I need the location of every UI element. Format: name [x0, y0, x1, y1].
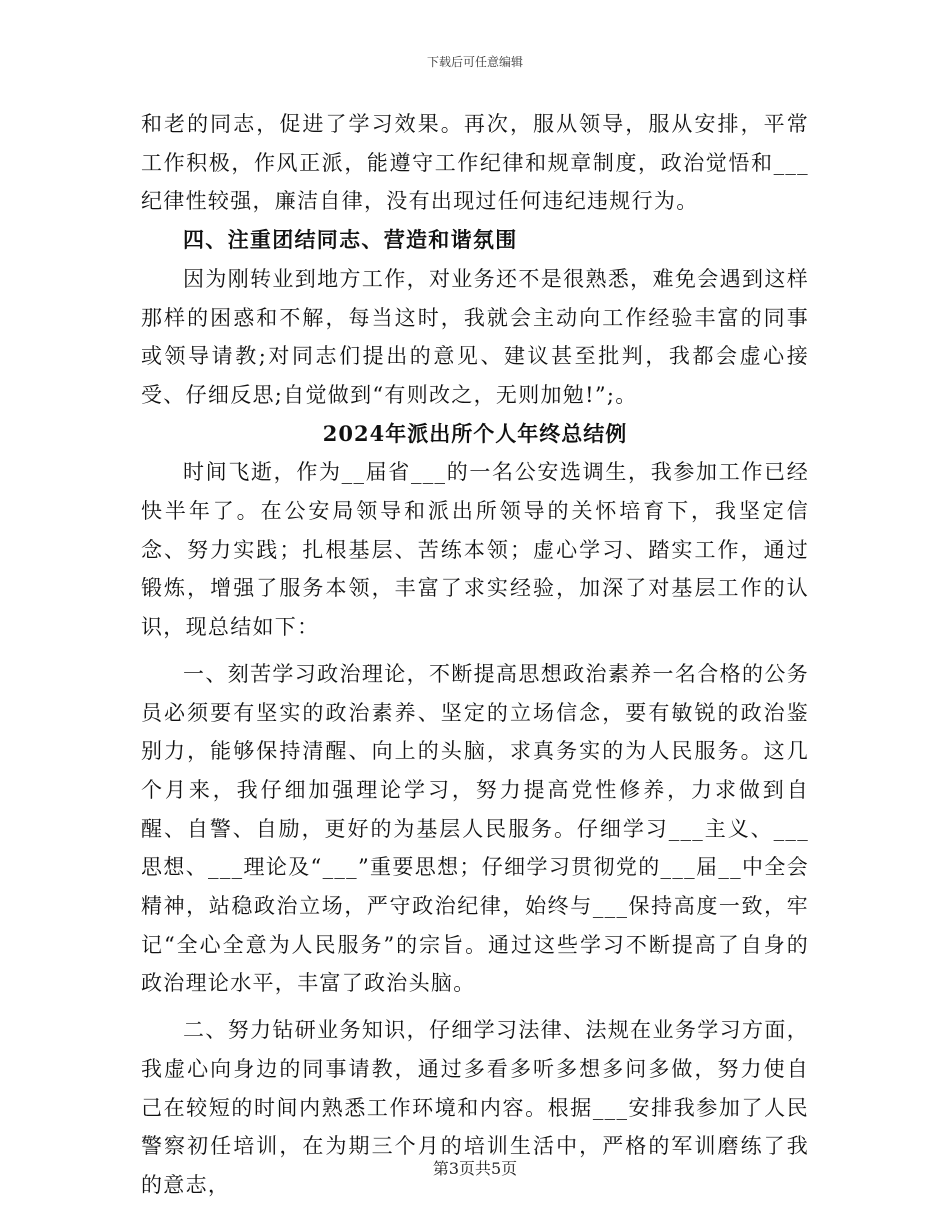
- document-title: 2024年派出所个人年终总结例: [322, 420, 628, 446]
- paragraph: 时间飞逝，作为__届省___的一名公安选调生，我参加工作已经快半年了。在公安局领导和派出所领导的关怀培育下，我坚定信念、努力实践；扎根基层、苦练本领；虚心学习、踏实工作，通过锻炼，增强了服务本领，丰富了求实经验，加深了对基层工作的认识，现总结如下：: [141, 460, 809, 640]
- page-footer: 第3页共5页: [432, 1159, 518, 1178]
- paragraph-continuation: 和老的同志，促进了学习效果。再次，服从领导，服从安排，平常工作积极，作风正派，能遵守工作纪律和规章制度，政治觉悟和___纪律性较强，廉洁自律，没有出现过任何违纪违规行为。: [141, 112, 809, 214]
- document-body: [141, 105, 809, 1205]
- paragraph: 一、刻苦学习政治理论，不断提高思想政治素养一名合格的公务员必须要有坚实的政治素养、坚定的立场信念，要有敏锐的政治鉴别力，能够保持清醒、向上的头脑，求真务实的为人民服务。这几个月来，我仔细加强理论学习，努力提高党性修养，力求做到自醒、自警、自励，更好的为基层人民服务。仔细学习___主义、___思想、___理论及“___”重要思想；仔细学习贯彻党的___届__中全会精神，站稳政治立场，严守政治纪律，始终与___保持高度一致，牢记“全心全意为人民服务”的宗旨。通过这些学习不断提高了自身的政治理论水平，丰富了政治头脑。: [141, 661, 809, 996]
- paragraph: 因为刚转业到地方工作，对业务还不是很熟悉，难免会遇到这样那样的困惑和不解，每当这时，我就会主动向工作经验丰富的同事或领导请教;对同志们提出的意见、建议甚至批判，我都会虚心接受、仔细反思;自觉做到“有则改之，无则加勉!”;。: [141, 266, 809, 407]
- section-heading: 四、注重团结同志、营造和谐氛围: [183, 227, 518, 253]
- paragraph: 二、努力钻研业务知识，仔细学习法律、法规在业务学习方面，我虚心向身边的同事请教，通过多看多听多想多问多做，努力使自己在较短的时间内熟悉工作环境和内容。根据___安排我参加了人民警察初任培训，在为期三个月的培训生活中，严格的军训磨练了我的意志，: [141, 1018, 809, 1197]
- page-header: 下载后可任意编辑: [426, 55, 523, 69]
